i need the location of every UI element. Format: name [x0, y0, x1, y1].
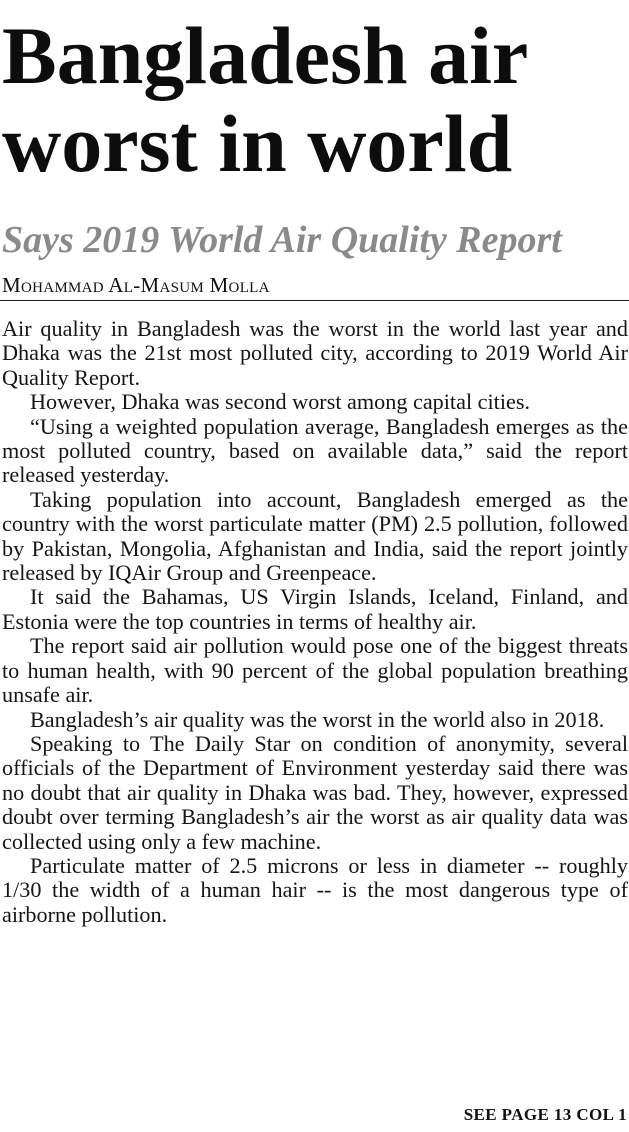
paragraph: “Using a weighted population average, Bangladesh emerges as the most polluted country, based on available data,” said the report released yesterday. — [2, 413, 628, 488]
paragraph: However, Dhaka was second worst among capital cities. — [30, 389, 531, 415]
paragraph: The report said air pollution would pose one of the biggest threats to human health, with 90 percent of the global population breathing unsafe air. — [2, 633, 628, 708]
byline-divider — [0, 300, 629, 301]
paragraph: Bangladesh’s air quality was the worst in the world also in 2018. — [30, 706, 605, 732]
paragraph: Air quality in Bangladesh was the worst in the world last year and Dhaka was the 21st most polluted city, according to 2019 World Air Quality Report. — [2, 316, 628, 390]
headline: Bangladesh air worst in world — [2, 10, 527, 189]
continuation-line: SEE PAGE 13 COL 1 — [463, 1105, 627, 1124]
subheadline: Says 2019 World Air Quality Report — [2, 219, 562, 261]
paragraph: Taking population into account, Bangladesh emerged as the country with the worst particulate matter (PM) 2.5 pollution, followed by Pakistan, Mongolia, Afghanistan and India, said the report jointly released by IQAir Group and Greenpeace. — [2, 486, 628, 586]
article-body — [2, 317, 628, 927]
paragraph: It said the Bahamas, US Virgin Islands, Iceland, Finland, and Estonia were the top countries in terms of healthy air. — [2, 584, 628, 634]
paragraph: Particulate matter of 2.5 microns or less in diameter -- roughly 1/30 the width of a human hair -- is the most dangerous type of airborne pollution. — [2, 852, 628, 927]
paragraph: Speaking to The Daily Star on condition of anonymity, several officials of the Department of Environment yesterday said there was no doubt that air quality in Dhaka was bad. They, however, expressed doubt over terming Bangladesh’s air the worst as air quality data was collected using only a few machine. — [2, 730, 628, 854]
byline: Mohammad Al-Masum Molla — [2, 273, 270, 297]
